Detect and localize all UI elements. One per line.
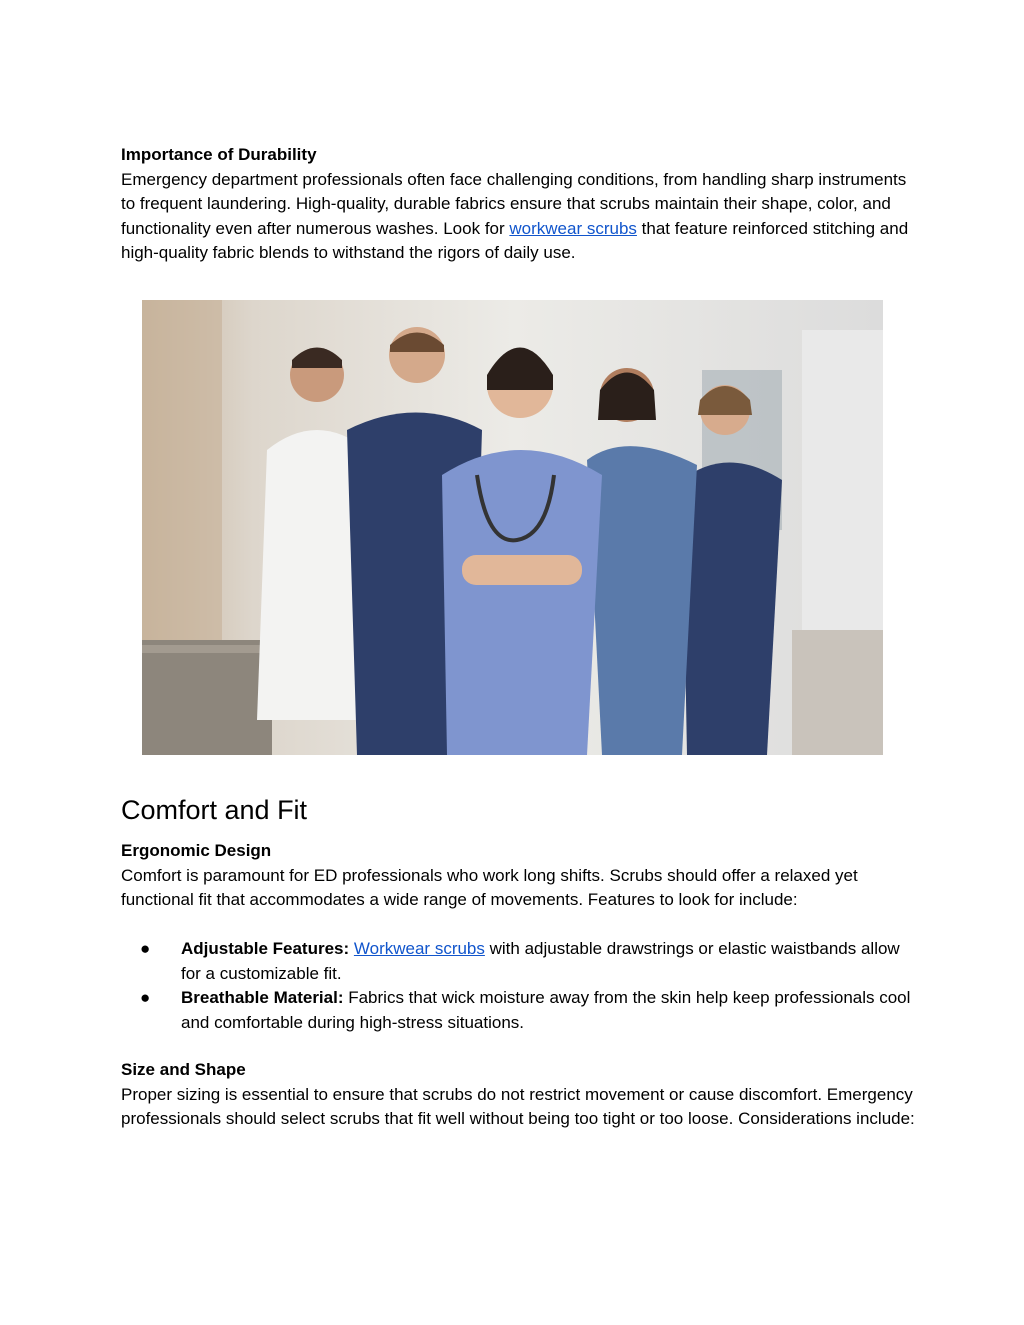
bullet-text: with adjustable drawstrings or elastic waistbands allow for a customizable fit. bbox=[181, 939, 900, 983]
durability-section bbox=[121, 143, 921, 266]
list-item bbox=[121, 937, 921, 986]
durability-paragraph bbox=[121, 168, 921, 266]
comfort-fit-title: Comfort and Fit bbox=[121, 795, 308, 825]
features-list bbox=[121, 937, 921, 1035]
ergonomic-section bbox=[121, 839, 921, 1035]
durability-text-before: Emergency department professionals often face challenging conditions, from handling sharp instruments to frequent laundering. High-quality, durable fabrics ensure that scrubs maintain their shape, color, and functionality even after numerous washes. Look for bbox=[121, 169, 907, 238]
workwear-scrubs-link-2[interactable]: Workwear scrubs bbox=[353, 939, 485, 958]
ergonomic-paragraph: Comfort is paramount for ED professionals who work long shifts. Scrubs should offer a relaxed yet functional fit that accommodates a wide range of movements. Features to look for include: bbox=[121, 865, 858, 909]
bullet-label: Breathable Material: bbox=[181, 988, 344, 1007]
bullet-icon: ● bbox=[140, 939, 151, 958]
size-paragraph: Proper sizing is essential to ensure that scrubs do not restrict movement or cause discomfort. Emergency professionals should select scrubs that fit well without being too tight or too loose. Considerations include: bbox=[121, 1084, 915, 1128]
medical-team-illustration bbox=[142, 300, 883, 755]
durability-text-after: that feature reinforced stitching and high-quality fabric blends to withstand the rigors of daily use. bbox=[121, 218, 909, 262]
bullet-text: Fabrics that wick moisture away from the skin help keep professionals cool and comfortable during high-stress situations. bbox=[181, 988, 911, 1032]
size-heading: Size and Shape bbox=[121, 1060, 246, 1079]
bullet-icon: ● bbox=[140, 988, 151, 1007]
size-section bbox=[121, 1058, 921, 1132]
ergonomic-heading: Ergonomic Design bbox=[121, 841, 272, 860]
workwear-scrubs-link[interactable]: workwear scrubs bbox=[509, 218, 637, 238]
list-item bbox=[121, 986, 921, 1035]
bullet-label: Adjustable Features: bbox=[181, 939, 350, 958]
medical-team-photo bbox=[142, 300, 883, 755]
durability-heading: Importance of Durability bbox=[121, 145, 317, 164]
